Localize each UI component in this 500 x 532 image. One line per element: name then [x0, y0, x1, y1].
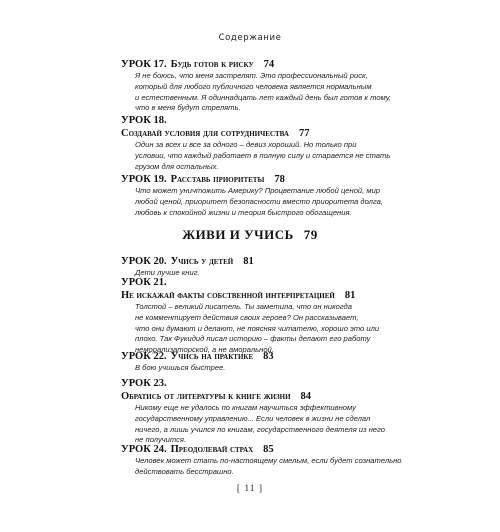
description-line: В бою учишься быстрее. [135, 363, 226, 372]
page-folio: [ 11 ] [236, 484, 264, 494]
running-head: Содержание [218, 33, 282, 43]
description-line: Я не боюсь, что меня застрелят. Это профессиональный риск, [135, 71, 368, 80]
description-line: что в меня будут стрелять. [135, 103, 241, 113]
entry-subheading [121, 289, 421, 302]
description-line: Толстой – великий писатель. Ты заметила, что он никогда [135, 302, 352, 311]
page-number: 78 [274, 174, 285, 185]
description-line: любой ценой, приоритет безопасности вместо приоритета долга, [135, 196, 383, 206]
description-line: условии, что каждый работает в полную силу и старается не стать [135, 150, 391, 160]
lesson-title: Обратись от литературы к книге жизни [121, 391, 291, 402]
page-number: 81 [243, 256, 254, 267]
entry-subheading [121, 127, 421, 140]
lesson-title: Учись у детей [170, 256, 234, 267]
entry-heading: УРОК 21. [121, 277, 167, 288]
description-line: плохо. Так Фукидид писал историю – факты делают его работу [135, 334, 371, 344]
lesson-number: УРОК 20. [121, 256, 167, 267]
toc-entry [121, 377, 421, 446]
description-line: любовь к спокойной жизни и теория быстрого обогащения. [135, 207, 352, 217]
lesson-title: Учись на практике [170, 351, 254, 362]
entry-description [135, 140, 421, 172]
description-line: который для любого публичного человека является нормальным [135, 81, 372, 91]
section-title: ЖИВИ И УЧИСЬ [182, 227, 294, 242]
description-line: действовать бесстрашно. [135, 466, 234, 476]
description-line: не получится. [135, 435, 187, 445]
page-number: 85 [263, 444, 274, 455]
description-line: Один за всех и все за одного – девиз хороший. Но только при [135, 140, 357, 149]
lesson-title: Расставь приоритеты [170, 174, 265, 185]
entry-description [135, 71, 421, 114]
toc-entry [121, 350, 421, 374]
entry-heading: УРОК 18. [121, 115, 167, 126]
page-number: 77 [298, 128, 310, 139]
entry-heading [121, 350, 421, 363]
description-line: грузом для остальных. [135, 161, 219, 171]
description-line: Дети лучше книг. [135, 268, 200, 277]
toc-entry [121, 114, 421, 172]
description-line: Человек может стать по-настоящему смелым, если будет сознательно [135, 456, 402, 465]
page-number: 81 [344, 290, 356, 301]
lesson-title: Преодолевай страх [170, 444, 254, 455]
entry-description [135, 302, 421, 356]
entry-heading [121, 58, 421, 71]
lesson-title: Создавай условия для сотрудничества [121, 128, 289, 139]
lesson-title: Не искажай факты собственной интерпретацией [121, 290, 335, 301]
lesson-number: УРОК 22. [121, 351, 167, 362]
description-line: неморализаторской, а не аморальной. [135, 345, 274, 355]
lesson-number: УРОК 24. [121, 444, 167, 455]
page-number: 74 [263, 59, 275, 70]
entry-description [135, 456, 421, 478]
description-line: ничего, а лишь учился по книгам, государственного деятеля из него [135, 424, 386, 434]
toc-entry [121, 173, 421, 218]
description-line: и естественным. Я одиннадцать лет каждый день был готов к тому, [135, 92, 392, 102]
entry-subheading [121, 390, 421, 403]
entry-description [135, 363, 421, 374]
description-line: Никому еще не удалось по книгам научиться эффективному [135, 403, 356, 412]
entry-heading: УРОК 23. [121, 378, 167, 389]
page-number: 84 [300, 391, 312, 402]
section-page-number: 79 [303, 227, 318, 242]
toc-entry [121, 443, 421, 478]
toc-entry [121, 58, 421, 114]
section-heading [0, 227, 500, 243]
description-line: государственному управлению... Если человек в жизни не сделал [135, 413, 371, 423]
entry-description [135, 403, 421, 446]
lesson-title: Будь готов к риску [170, 59, 254, 70]
toc-entry [121, 276, 421, 356]
description-line: Что может уничтожить Америку? Процветание любой ценой, мир [135, 186, 381, 195]
lesson-number: УРОК 17. [121, 59, 167, 70]
page-number: 83 [263, 351, 274, 362]
entry-heading [121, 173, 421, 186]
entry-description [135, 186, 421, 218]
entry-heading [121, 443, 421, 456]
description-line: не комментирует действия своих героев? Он рассказывает, [135, 312, 359, 322]
entry-heading [121, 255, 421, 268]
description-line: что они думают и делают, не поясняя читателю, хорошо это или [135, 323, 380, 333]
lesson-number: УРОК 19. [121, 174, 167, 185]
